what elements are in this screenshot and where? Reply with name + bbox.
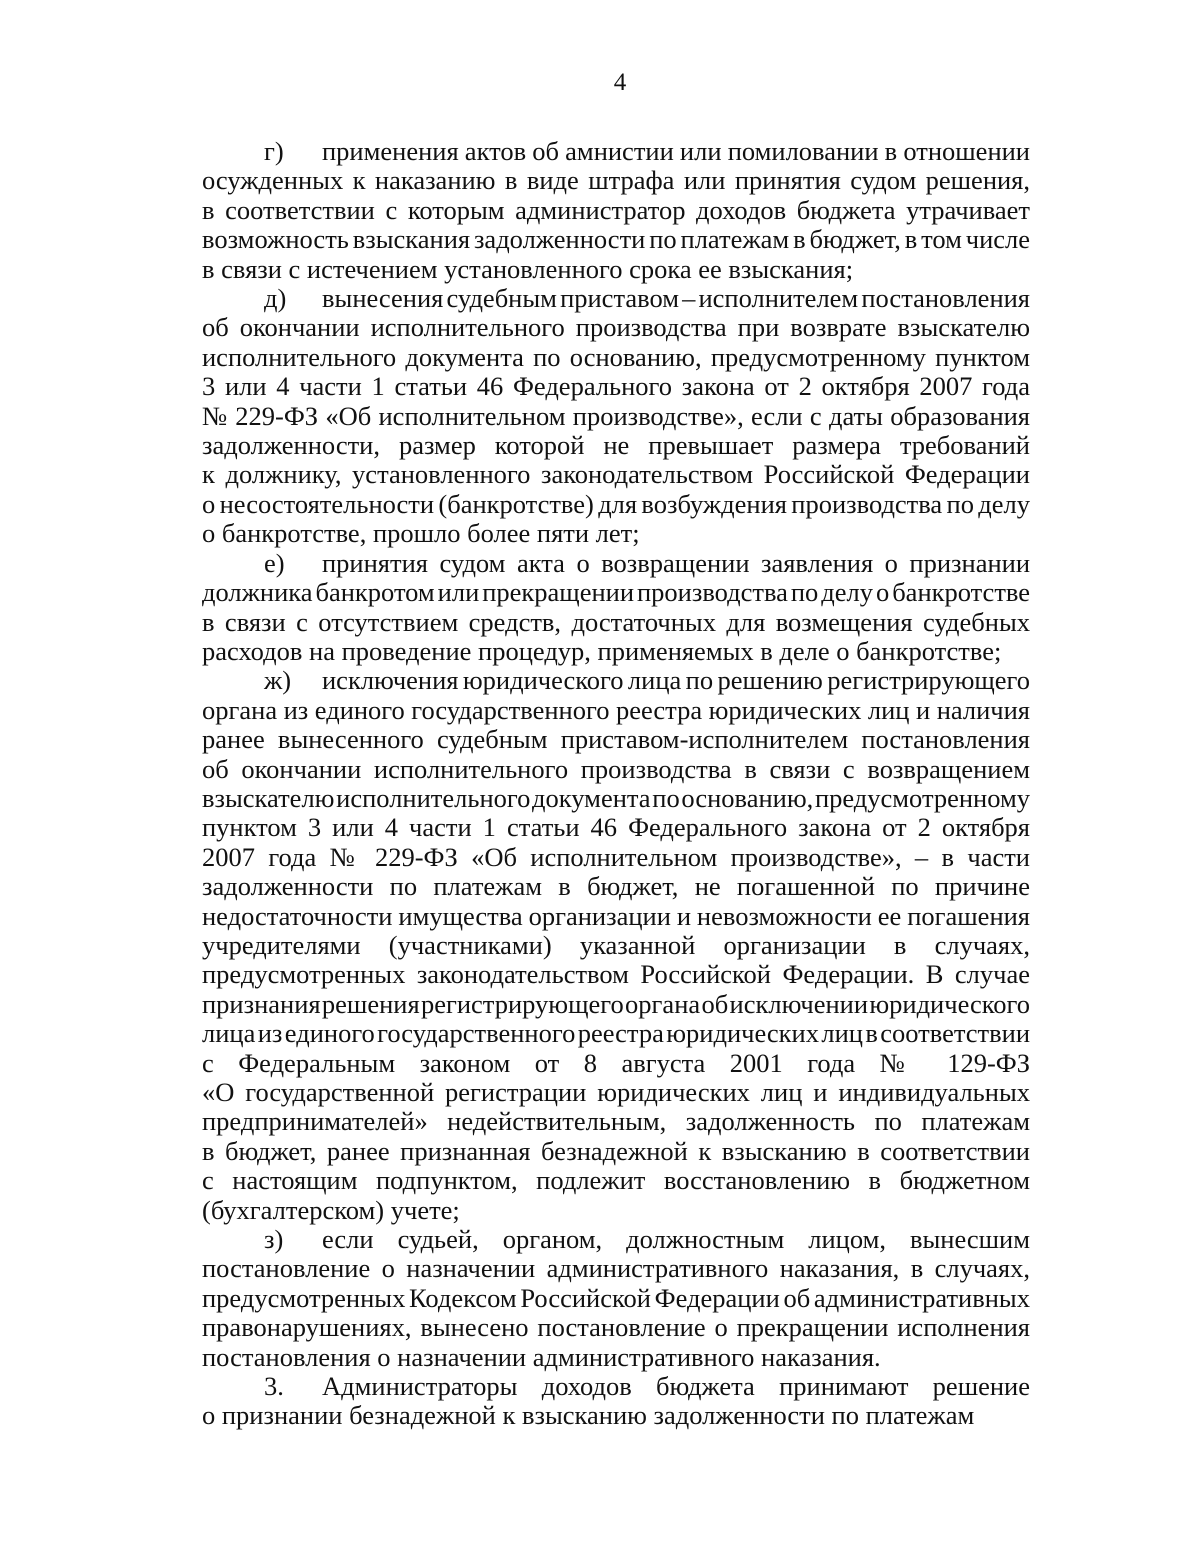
line-text: возможность взыскания задолженности по платежам в бюджет, в том числе xyxy=(202,224,1030,255)
line-text: об окончании исполнительного производства в связи с возвращением xyxy=(202,753,1030,784)
text-line xyxy=(202,490,1030,519)
text-line xyxy=(202,1372,1030,1401)
text-line xyxy=(202,372,1030,401)
text-line xyxy=(202,813,1030,842)
line-text: Администраторы доходов бюджета принимают решение xyxy=(322,1371,1030,1402)
text-line xyxy=(202,1401,1030,1430)
line-text: предусмотренных законодательством Российской Федерации. В случае xyxy=(202,959,1030,990)
text-line xyxy=(202,549,1030,578)
line-text: в бюджет, ранее признанная безнадежной к взысканию в соответствии xyxy=(202,1135,1030,1166)
text-line xyxy=(202,255,1030,284)
text-line xyxy=(202,666,1030,695)
text-line xyxy=(202,960,1030,989)
line-text: с Федеральным законом от 8 августа 2001 года № 129-ФЗ xyxy=(202,1047,1030,1078)
text-line xyxy=(202,725,1030,754)
text-line xyxy=(202,902,1030,931)
text-line xyxy=(202,990,1030,1019)
list-marker: ж) xyxy=(264,665,292,696)
text-line xyxy=(202,313,1030,342)
text-line xyxy=(202,578,1030,607)
line-text: (бухгалтерском) учете; xyxy=(202,1194,460,1225)
list-marker: д) xyxy=(264,283,287,314)
line-text: в связи с отсутствием средств, достаточных для возмещения судебных xyxy=(202,606,1030,637)
text-line xyxy=(202,1254,1030,1283)
list-marker: е) xyxy=(264,547,285,578)
text-line xyxy=(202,1343,1030,1372)
document-body xyxy=(202,137,1030,1431)
line-text: в соответствии с которым администратор доходов бюджета утрачивает xyxy=(202,194,1030,225)
line-text: об окончании исполнительного производства при возврате взыскателю xyxy=(202,312,1030,343)
paragraph-subitem-d xyxy=(202,284,1030,549)
text-line xyxy=(202,1313,1030,1342)
text-line xyxy=(202,1137,1030,1166)
text-line xyxy=(202,1225,1030,1254)
line-text: предусмотренных Кодексом Российской Федерации об административных xyxy=(202,1282,1030,1313)
line-text: 2007 года № 229-ФЗ «Об исполнительном производстве», – в части xyxy=(202,841,1030,872)
text-line xyxy=(202,519,1030,548)
paragraph-subitem-e xyxy=(202,549,1030,667)
text-line xyxy=(202,637,1030,666)
line-text: пунктом 3 или 4 части 1 статьи 46 Федерального закона от 2 октября xyxy=(202,812,1030,843)
text-line xyxy=(202,872,1030,901)
text-line xyxy=(202,1078,1030,1107)
line-text: № 229-ФЗ «Об исполнительном производстве», если с даты образования xyxy=(202,400,1030,431)
text-line xyxy=(202,1049,1030,1078)
text-line xyxy=(202,1107,1030,1136)
line-text: исключения юридического лица по решению регистрирующего xyxy=(322,665,1030,696)
line-text: должника банкротом или прекращении производства по делу о банкротстве xyxy=(202,577,1031,608)
paragraph-subitem-z xyxy=(202,1225,1030,1372)
text-line xyxy=(202,1019,1030,1048)
line-text: к должнику, установленного законодательством Российской Федерации xyxy=(202,459,1030,490)
line-text: принятия судом акта о возвращении заявления о признании xyxy=(322,547,1030,578)
line-text: предпринимателей» недействительным, задолженность по платежам xyxy=(202,1106,1030,1137)
line-text: задолженности по платежам в бюджет, не погашенной по причине xyxy=(202,871,1030,902)
line-text: осужденных к наказанию в виде штрафа или принятия судом решения, xyxy=(202,165,1030,196)
line-text: задолженности, размер которой не превышает размера требований xyxy=(202,430,1030,461)
line-text: лица из единого государственного реестра юридических лиц в соответствии xyxy=(202,1018,1031,1049)
page-number: 4 xyxy=(613,69,627,96)
paragraph-subitem-zh xyxy=(202,666,1030,1225)
text-line xyxy=(202,696,1030,725)
line-text: «О государственной регистрации юридических лиц и индивидуальных xyxy=(202,1077,1030,1107)
line-text: недостаточности имущества организации и невозможности ее погашения xyxy=(202,900,1030,931)
list-marker: г) xyxy=(264,136,284,166)
line-text: о признании безнадежной к взысканию задолженности по платежам xyxy=(202,1400,975,1431)
line-text: о банкротстве, прошло более пяти лет; xyxy=(202,518,640,549)
text-line xyxy=(202,196,1030,225)
list-marker: з) xyxy=(264,1224,284,1255)
line-text: расходов на проведение процедур, применяемых в деле о банкротстве; xyxy=(202,635,1002,666)
text-line xyxy=(202,1166,1030,1195)
line-text: постановление о назначении административного наказания, в случаях, xyxy=(202,1253,1030,1284)
text-line xyxy=(202,431,1030,460)
text-line xyxy=(202,343,1030,372)
line-text: с настоящим подпунктом, подлежит восстановлению в бюджетном xyxy=(202,1165,1030,1196)
line-text: 3 или 4 части 1 статьи 46 Федерального закона от 2 октября 2007 года xyxy=(202,371,1030,402)
line-text: если судьей, органом, должностным лицом, вынесшим xyxy=(322,1224,1030,1255)
paragraph-item-3 xyxy=(202,1372,1030,1431)
line-text: признания решения регистрирующего органа об исключении юридического xyxy=(202,988,1030,1019)
line-text: ранее вынесенного судебным приставом-исполнителем постановления xyxy=(202,724,1030,755)
text-line xyxy=(202,784,1030,813)
line-text: исполнительного документа по основанию, предусмотренному пунктом xyxy=(202,341,1030,372)
text-line xyxy=(202,843,1030,872)
line-text: применения актов об амнистии или помиловании в отношении xyxy=(322,136,1030,166)
text-line xyxy=(202,166,1030,195)
line-text: постановления о назначении административного наказания. xyxy=(202,1341,881,1372)
text-line xyxy=(202,225,1030,254)
text-line xyxy=(202,1196,1030,1225)
list-marker: 3. xyxy=(264,1371,284,1402)
text-line xyxy=(202,460,1030,489)
line-text: вынесения судебным приставом – исполнителем постановления xyxy=(322,283,1030,314)
line-text: взыскателю исполнительного документа по основанию, предусмотренному xyxy=(202,782,1031,813)
line-text: органа из единого государственного реестра юридических лиц и наличия xyxy=(202,694,1030,725)
text-line xyxy=(202,755,1030,784)
text-line xyxy=(202,931,1030,960)
line-text: учредителями (участниками) указанной организации в случаях, xyxy=(202,929,1030,960)
paragraph-subitem-g xyxy=(202,137,1030,284)
line-text: о несостоятельности (банкротстве) для возбуждения производства по делу xyxy=(202,488,1031,519)
text-line xyxy=(202,402,1030,431)
text-line xyxy=(202,608,1030,637)
line-text: правонарушениях, вынесено постановление о прекращении исполнения xyxy=(202,1312,1030,1343)
text-line xyxy=(202,137,1030,166)
text-line xyxy=(202,284,1030,313)
text-line xyxy=(202,1284,1030,1313)
line-text: в связи с истечением установленного срока ее взыскания; xyxy=(202,253,854,284)
